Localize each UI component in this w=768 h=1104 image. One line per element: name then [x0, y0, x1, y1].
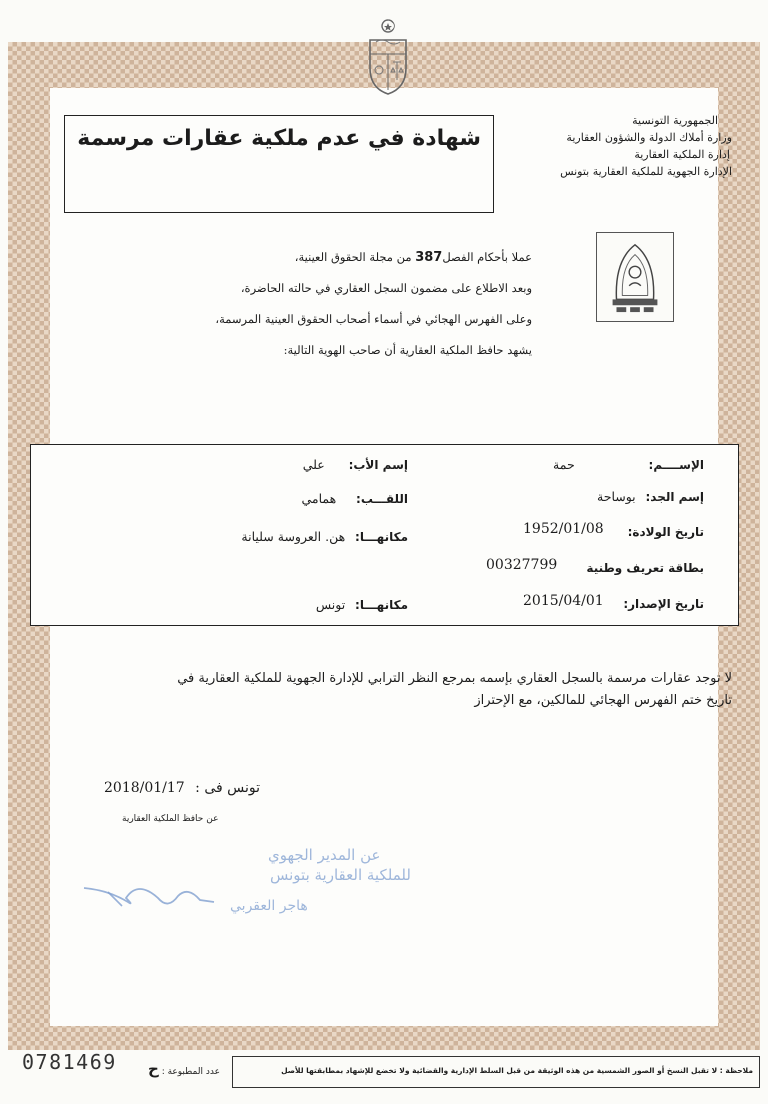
- title-box: [64, 115, 494, 213]
- certificate-title: شهادة في عدم ملكية عقارات مرسمة: [77, 126, 481, 151]
- issue-date-label: تاريخ الإصدار:: [623, 597, 704, 611]
- first-name-field: [553, 457, 704, 472]
- preamble-line-1-end: من مجلة الحقوق العينية،: [294, 250, 416, 264]
- father-name-value: علي: [302, 457, 325, 472]
- regional-office-line: الإدارة الجهوية للملكية العقارية بتونس: [560, 165, 732, 178]
- grandfather-name-field: [597, 489, 704, 504]
- signature-scribble: [84, 888, 214, 904]
- place-label: تونس فى :: [195, 780, 261, 796]
- stamp-line-3: هاجر العقربي: [230, 898, 308, 914]
- preamble-line-1: [202, 242, 532, 273]
- id-card-label: بطاقة تعريف وطنية: [586, 561, 704, 575]
- birth-place-field: [241, 529, 408, 544]
- grandfather-name-label: إسم الجد:: [645, 490, 704, 504]
- ministry-header: [492, 112, 732, 180]
- print-number: [140, 1060, 220, 1078]
- official-stamp: [78, 840, 411, 920]
- preamble-line-1-start: عملا بأحكام الفصل: [442, 250, 532, 264]
- first-name-value: حمة: [553, 457, 575, 472]
- on-behalf-label: عن حافظ الملكية العقارية: [122, 814, 219, 824]
- preamble-line-2: وبعد الاطلاع على مضمون السجل العقاري في حالته الحاضرة،: [240, 281, 532, 295]
- grandfather-name-value: بوساحة: [597, 489, 636, 504]
- birth-date-field: [628, 525, 704, 539]
- certification-statement: [92, 668, 732, 712]
- father-name-field: [303, 457, 408, 472]
- issue-date-field: [623, 597, 704, 611]
- issue-date: 2018/01/17: [104, 780, 185, 796]
- issue-place-field: [316, 597, 408, 612]
- stamp-line-1: عن المدير الجهوي: [268, 846, 381, 864]
- preamble-line-4: يشهد حافظ الملكية العقارية أن صاحب الهوية التالية:: [283, 343, 532, 357]
- birth-date-label: تاريخ الولادة:: [627, 525, 704, 539]
- place-and-date: [104, 780, 260, 796]
- first-name-label: الإســــم:: [648, 458, 704, 472]
- identity-box: [30, 444, 739, 626]
- serial-number: 0781469: [22, 1050, 117, 1074]
- print-number-label: عدد المطبوعة :: [161, 1067, 220, 1077]
- statement-line-1: لا توجد عقارات مرسمة بالسجل العقاري بإسمه بمرجع النظر الترابي للإدارة الجهوية للملكية العقارية في: [177, 671, 732, 686]
- coat-of-arms-emblem: [362, 18, 414, 98]
- birth-date-value: 1952/01/08: [523, 521, 604, 537]
- article-number: 387: [415, 250, 443, 265]
- property-registry-logo: [596, 232, 674, 322]
- signature-stroke: [108, 892, 122, 906]
- surname-field: [301, 491, 408, 506]
- preamble-line-3: وعلى الفهرس الهجائي في أسماء أصحاب الحقوق العينية المرسمة،: [215, 312, 532, 326]
- id-card-number: 00327799: [486, 557, 558, 573]
- department-line: إدارة الملكية العقارية: [634, 148, 730, 161]
- footer-note: ملاحظة : لا تقبل النسخ أو الصور الشمسية من هذه الوثيقة من قبل السلط الإدارية والقضائية ولا تخضع للإشهاد بمطابقتها للأصل: [232, 1056, 760, 1088]
- birth-place-value: هن. العروسة سليانة: [241, 529, 346, 544]
- republic-line: الجمهورية التونسية: [632, 114, 718, 127]
- ministry-line: وزارة أملاك الدولة والشؤون العقارية: [566, 131, 732, 144]
- statement-line-2: تاريخ ختم الفهرس الهجائي للمالكين، مع الإحتراز: [474, 693, 732, 708]
- issue-place-value: تونس: [315, 597, 346, 612]
- father-name-label: إسم الأب:: [348, 458, 408, 472]
- surname-label: اللقـــب:: [356, 492, 408, 506]
- issue-place-label: مكانهـــا:: [355, 598, 408, 612]
- stamp-line-2: للملكية العقارية بتونس: [270, 866, 411, 884]
- id-card-field: [586, 561, 704, 575]
- preamble: [202, 242, 532, 366]
- birth-place-label: مكانهـــا:: [355, 530, 408, 544]
- print-letter: ح: [148, 1060, 159, 1078]
- issue-date-value: 2015/04/01: [523, 593, 604, 609]
- surname-value: همامي: [301, 491, 337, 506]
